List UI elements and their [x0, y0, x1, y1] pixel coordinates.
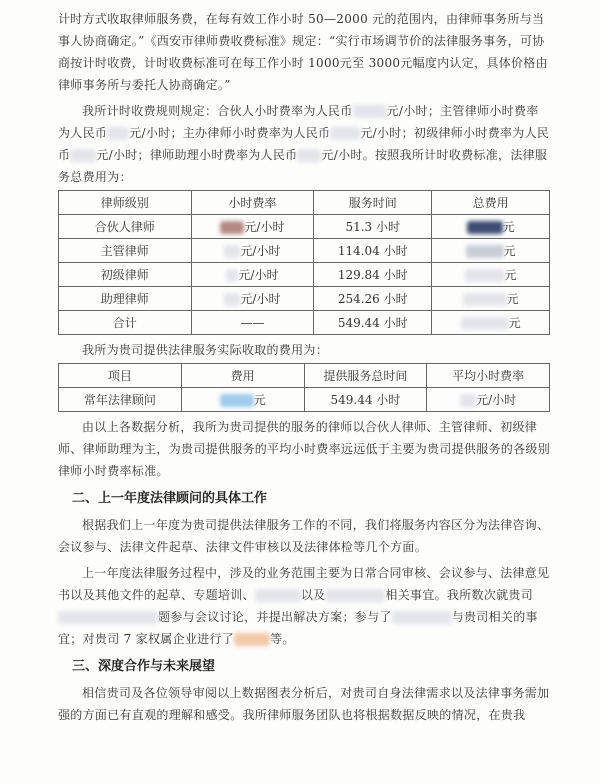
fee-unit: 元 — [502, 220, 515, 234]
table-cell-level: 助理律师 — [59, 287, 192, 311]
redacted-value — [255, 589, 301, 602]
table-header-cell: 平均小时费率 — [427, 364, 550, 388]
redacted-value — [325, 589, 385, 602]
table-row — [59, 263, 550, 287]
table-header-cell: 律师级别 — [59, 191, 192, 215]
text-segment: 等。 — [270, 632, 295, 646]
table-cell-time: 254.26 小时 — [314, 287, 432, 311]
table-cell-rate — [191, 287, 314, 311]
table-cell-level: 初级律师 — [59, 263, 192, 287]
table-header-row — [59, 191, 550, 215]
text-segment: 以及 — [300, 588, 326, 602]
redacted-value — [107, 127, 129, 140]
text-segment: 元/小时；主办律师小时费率为人民币 — [129, 126, 331, 140]
text-segment: 与贵司相关的事宜；对贵司 7 家权属企业进行了 — [58, 610, 538, 646]
table-cell-time: 549.44 小时 — [304, 388, 427, 412]
paragraph-actual-fee: 我所为贵司提供法律服务实际收取的费用为： — [82, 343, 329, 357]
table-row — [59, 215, 550, 239]
table-cell-fee — [432, 287, 550, 311]
redacted-value — [226, 269, 238, 282]
text-segment: 相关事宜。我所数次就贵司 — [385, 588, 534, 602]
redacted-value — [465, 269, 505, 282]
rate-unit: 元/小时 — [240, 244, 281, 258]
table-cell-level: 合计 — [59, 311, 192, 335]
table-header-cell: 费用 — [181, 364, 304, 388]
table-cell-fee — [432, 263, 550, 287]
redacted-value — [353, 105, 387, 118]
redacted-value — [224, 293, 240, 306]
section-heading-outlook: 三、深度合作与未来展望 — [72, 659, 216, 674]
table-cell-rate — [191, 215, 314, 239]
table-cell-item: 常年法律顾问 — [59, 388, 182, 412]
table-cell-time: 129.84 小时 — [314, 263, 432, 287]
redacted-value — [461, 317, 509, 330]
table-header-cell: 服务时间 — [314, 191, 432, 215]
table-cell-rate — [427, 388, 550, 412]
redacted-value — [467, 221, 503, 234]
paragraph-analysis: 由以上各数据分析，我所为贵司提供的服务的律师以合伙人律师、主管律师、初级律师、律师助理为主，为贵司提供服务的平均小时费率远远低于主要为贵司提供服务的各级别律师小时费率标准。 — [58, 420, 551, 478]
redacted-value — [466, 245, 504, 258]
fee-unit: 元 — [503, 244, 516, 258]
table-header-cell: 小时费率 — [191, 191, 314, 215]
table-header-cell: 项目 — [59, 364, 182, 388]
paragraph-fee-standard: 计时方式收取律师服务费，在每有效工作小时 50—2000 元的范围内，由律师事务所与当事人协商确定。”《西安市律师费收费标准》规定：“实行市场调节价的法律服务事务，可协商按计时收费，计时收费标准可在每工作小时 1000元至 3000元幅度内认定，具体价格由律师事务所与委托人协商确定。” — [58, 12, 548, 92]
table-cell-rate: —— — [191, 311, 314, 335]
table-cell-fee — [432, 239, 550, 263]
paragraph-service-scope: 根据我们上一年度为贵司提供法律服务工作的不同，我们将服务内容区分为法律咨询、会议参与、法律文件起草、法律文件审核以及法律体检等几个方面。 — [58, 518, 550, 554]
table-cell-rate — [191, 263, 314, 287]
paragraph-service-details — [58, 562, 550, 650]
text-segment: 元/小时。按照我所计时收费标准，法律服务总费用为： — [58, 148, 548, 184]
paragraph-hourly-rules — [58, 100, 550, 188]
redacted-value — [460, 394, 476, 407]
text-segment: 元/小时；律师助理小时费率为人民币 — [96, 148, 298, 162]
table-cell-level: 主管律师 — [59, 239, 192, 263]
redacted-value — [220, 394, 254, 407]
table-cell-fee — [432, 215, 550, 239]
table-row — [59, 239, 550, 263]
table-cell-level: 合伙人律师 — [59, 215, 192, 239]
redacted-value — [224, 245, 240, 258]
text-segment: 元/小时；主管律师小时费率为人民币 — [58, 104, 539, 140]
table-cell-rate — [191, 239, 314, 263]
actual-fee-table — [58, 363, 550, 412]
fee-table — [58, 190, 550, 335]
table-cell-time: 549.44 小时 — [314, 311, 432, 335]
redacted-value — [234, 633, 270, 646]
redacted-value — [58, 611, 158, 624]
redacted-value — [70, 149, 96, 162]
redacted-value — [463, 293, 507, 306]
section-heading-work: 二、上一年度法律顾问的具体工作 — [72, 491, 268, 506]
redacted-value — [297, 149, 321, 162]
table-header-row — [59, 364, 550, 388]
table-cell-fee — [181, 388, 304, 412]
table-cell-fee — [432, 311, 550, 335]
text-segment: 题参与会议讨论，并提出解决方案；参与了 — [158, 610, 392, 624]
rate-unit: 元/小时 — [240, 292, 281, 306]
fee-unit: 元 — [504, 268, 517, 282]
table-row — [59, 287, 550, 311]
text-segment: 元/小时；初级律师小时费率为人民币 — [58, 126, 550, 162]
fee-unit: 元 — [506, 292, 519, 306]
table-cell-time: 114.04 小时 — [314, 239, 432, 263]
redacted-value — [330, 127, 360, 140]
rate-unit: 元/小时 — [238, 268, 279, 282]
table-cell-time: 51.3 小时 — [314, 215, 432, 239]
fee-unit: 元 — [508, 316, 521, 330]
table-row-total — [59, 311, 550, 335]
rate-unit: 元/小时 — [244, 220, 285, 234]
table-header-cell: 提供服务总时间 — [304, 364, 427, 388]
text-segment: 我所计时收费规则规定：合伙人小时费率为人民币 — [82, 104, 353, 118]
redacted-value — [392, 611, 452, 624]
fee-unit: 元 — [253, 393, 266, 407]
text-segment: 上一年度法律服务过程中，涉及的业务范围主要为日常合同审核、会议参与、法律意见书以及其他文件的起草、专题培训、 — [58, 566, 550, 602]
table-row — [59, 388, 550, 412]
paragraph-outlook: 相信贵司及各位领导审阅以上数据图表分析后，对贵司自身法律需求以及法律事务需加强的方面已有直观的理解和感受。我所律师服务团队也将根据数据反映的情况，在贵我 — [58, 686, 550, 722]
redacted-value — [220, 221, 244, 234]
rate-unit: 元/小时 — [476, 393, 517, 407]
table-header-cell: 总费用 — [432, 191, 550, 215]
